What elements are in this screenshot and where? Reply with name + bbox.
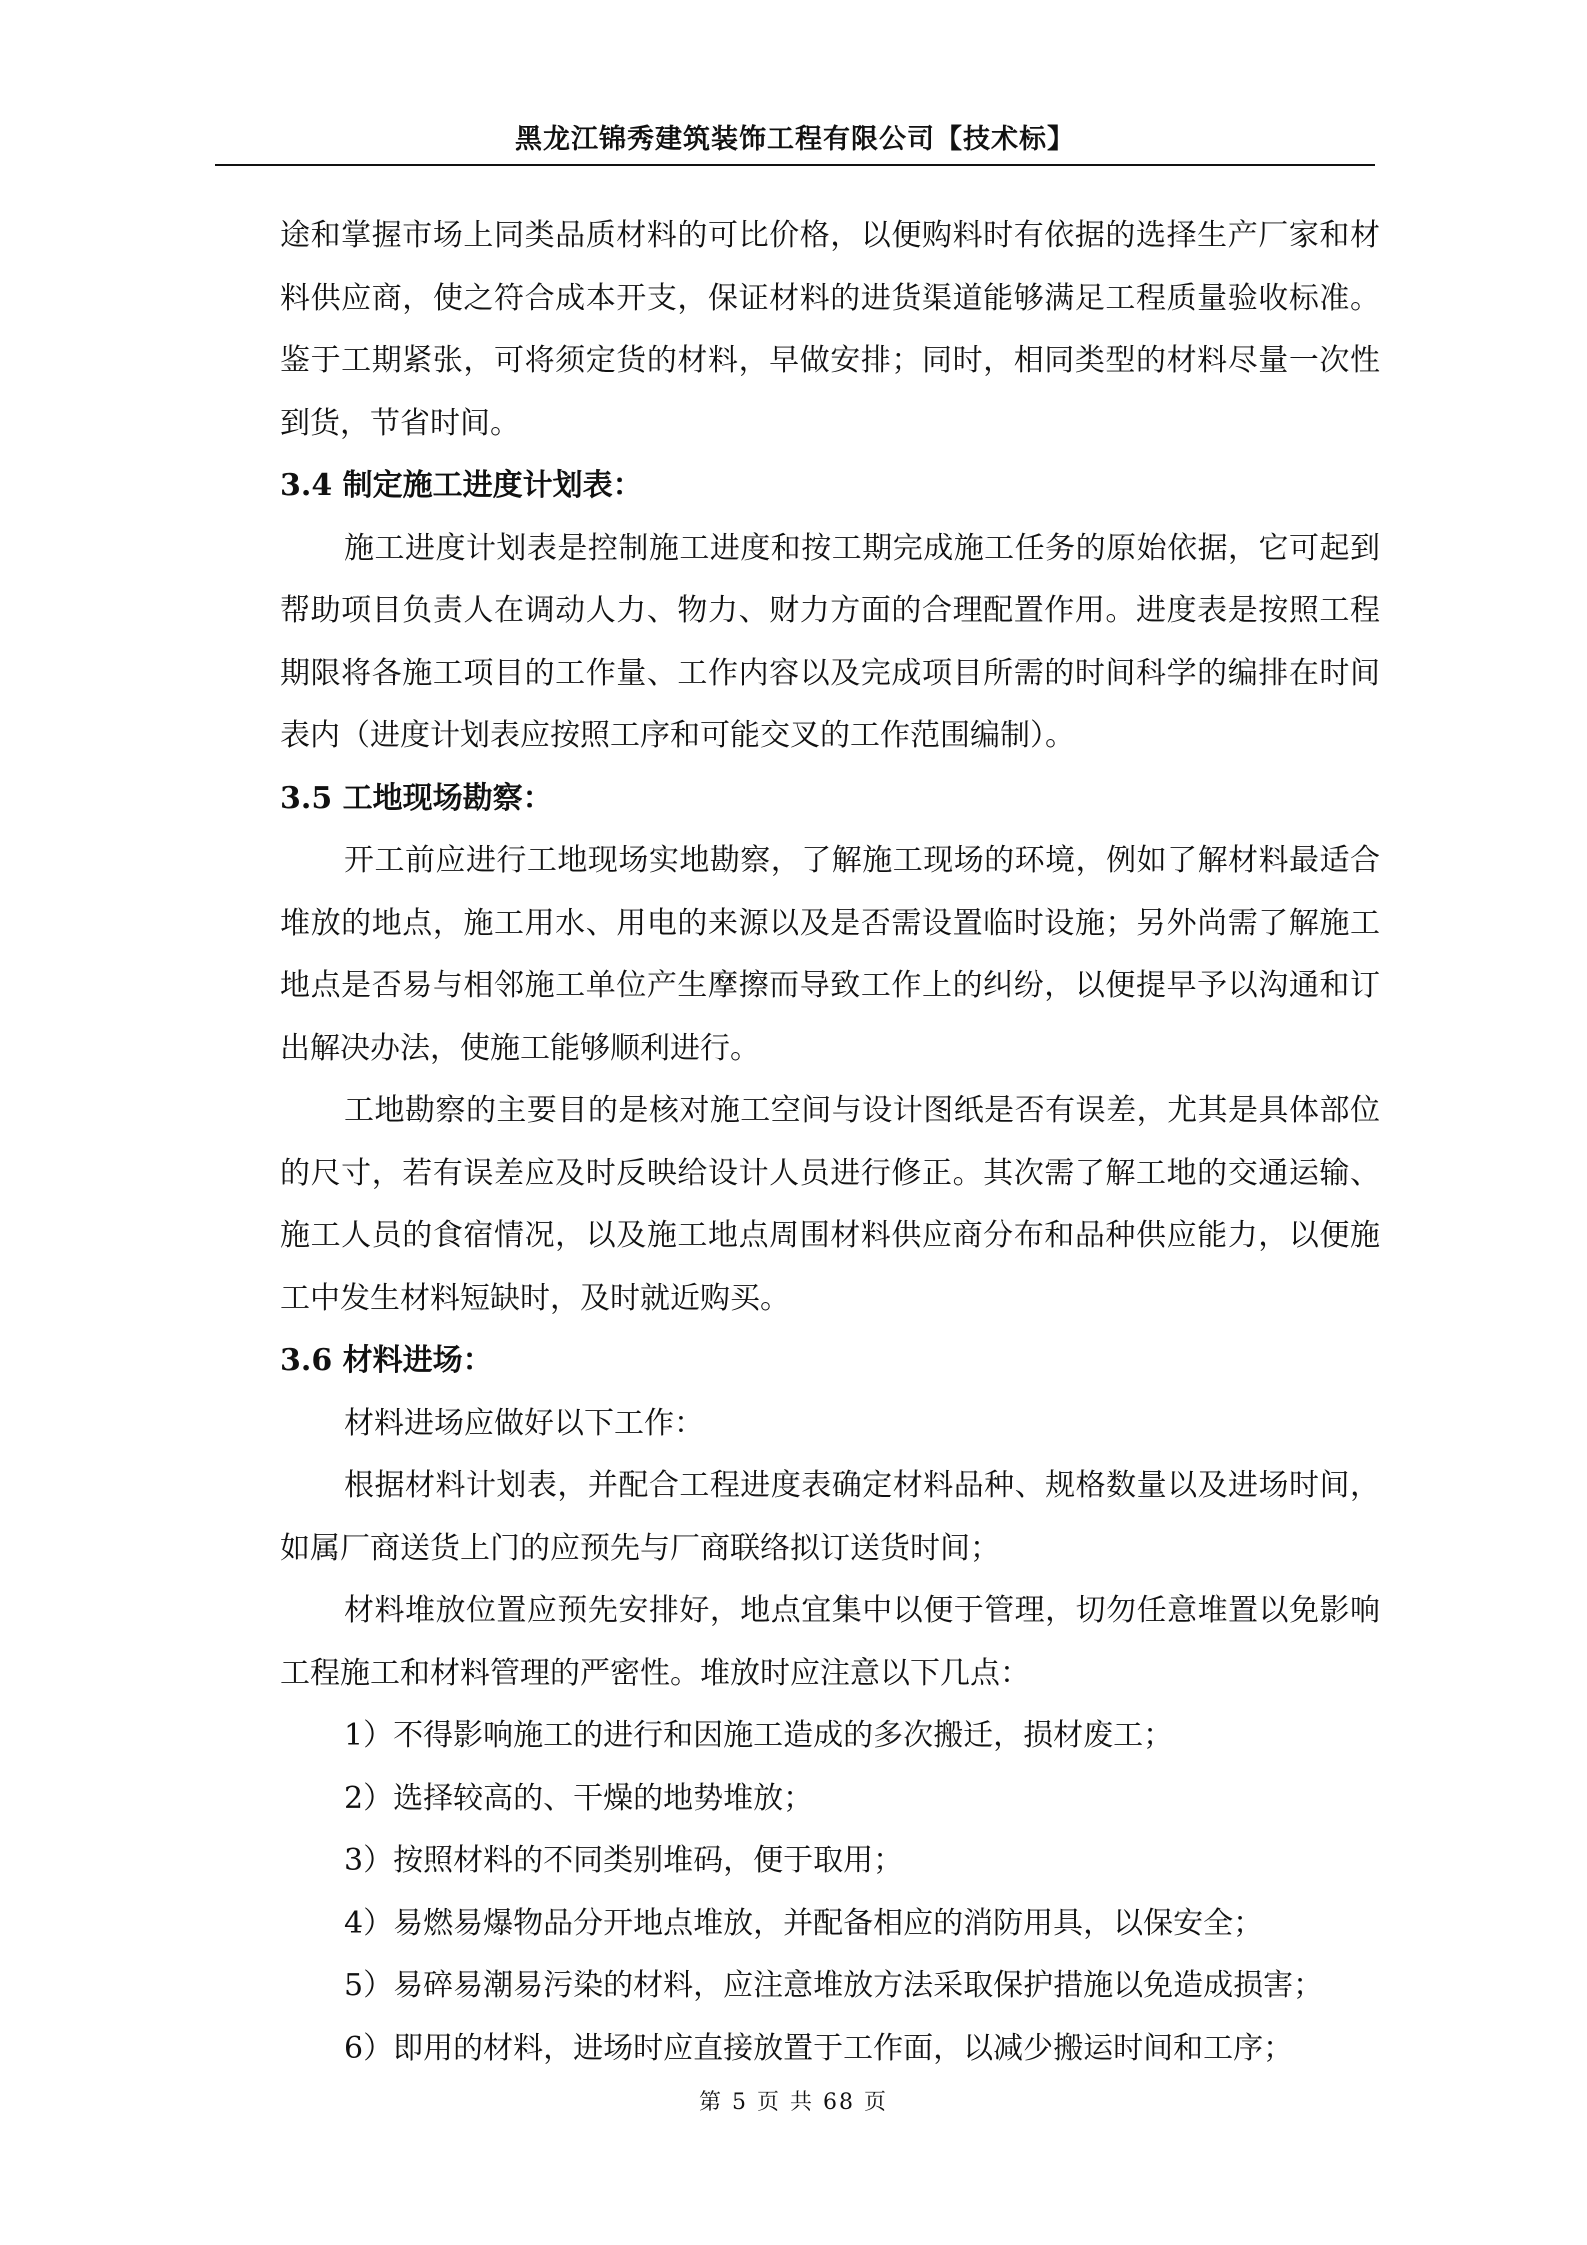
paragraph-3-5-b: 工地勘察的主要目的是核对施工空间与设计图纸是否有误差，尤其是具体部位的尺寸，若有误差应及时反映给设计人员进行修正。其次需了解工地的交通运输、施工人员的食宿情况，以及施工地点周围材料供应商分布和品种供应能力，以便施工中发生材料短缺时，及时就近购买。 [280, 1093, 1380, 1316]
paragraph-intro: 途和掌握市场上同类品质材料的可比价格，以便购料时有依据的选择生产厂家和材料供应商，使之符合成本开支，保证材料的进货渠道能够满足工程质量验收标准。鉴于工期紧张，可将须定货的材料，早做安排；同时，相同类型的材料尽量一次性到货，节省时间。 [280, 218, 1380, 441]
paragraph-3-4: 施工进度计划表是控制施工进度和按工期完成施工任务的原始依据，它可起到帮助项目负责人在调动人力、物力、财力方面的合理配置作用。进度表是按照工程期限将各施工项目的工作量、工作内容以及完成项目所需的时间科学的编排在时间表内（进度计划表应按照工序和可能交叉的工作范围编制）。 [280, 530, 1380, 753]
list-item: 1）不得影响施工的进行和因施工造成的多次搬迁，损材废工； [344, 1718, 1174, 1753]
page-header-title: 黑龙江锦秀建筑装饰工程有限公司【技术标】 [515, 124, 1075, 155]
document-body [280, 205, 1380, 2080]
paragraph-3-5-a: 开工前应进行工地现场实地勘察，了解施工现场的环境，例如了解材料最适合堆放的地点，施工用水、用电的来源以及是否需设置临时设施；另外尚需了解施工地点是否易与相邻施工单位产生摩擦而导致工作上的纠纷，以便提早予以沟通和订出解决办法，使施工能够顺利进行。 [280, 843, 1380, 1066]
list-item: 6）即用的材料，进场时应直接放置于工作面，以减少搬运时间和工序； [344, 2030, 1294, 2066]
paragraph-3-6-c: 材料堆放位置应预先安排好，地点宜集中以便于管理，切勿任意堆置以免影响工程施工和材料管理的严密性。堆放时应注意以下几点： [280, 1593, 1380, 1691]
section-heading-3-6: 3.6 材料进场： [280, 1343, 493, 1378]
page-footer-number: 第 5 页 共 68 页 [699, 2090, 888, 2115]
section-heading-3-5: 3.5 工地现场勘察： [280, 780, 553, 816]
paragraph-3-6-b: 根据材料计划表，并配合工程进度表确定材料品种、规格数量以及进场时间，如属厂商送货上门的应预先与厂商联络拟订送货时间； [280, 1468, 1380, 1566]
section-heading-3-4: 3.4 制定施工进度计划表： [280, 468, 643, 503]
list-item: 5）易碎易潮易污染的材料，应注意堆放方法采取保护措施以免造成损害； [344, 1968, 1324, 2003]
header-divider [215, 164, 1375, 166]
list-item: 4）易燃易爆物品分开地点堆放，并配备相应的消防用具，以保安全； [344, 1905, 1264, 1941]
list-item: 2）选择较高的、干燥的地势堆放； [344, 1780, 814, 1816]
list-item: 3）按照材料的不同类别堆码，便于取用； [344, 1843, 904, 1878]
paragraph-3-6-a: 材料进场应做好以下工作： [344, 1405, 704, 1441]
